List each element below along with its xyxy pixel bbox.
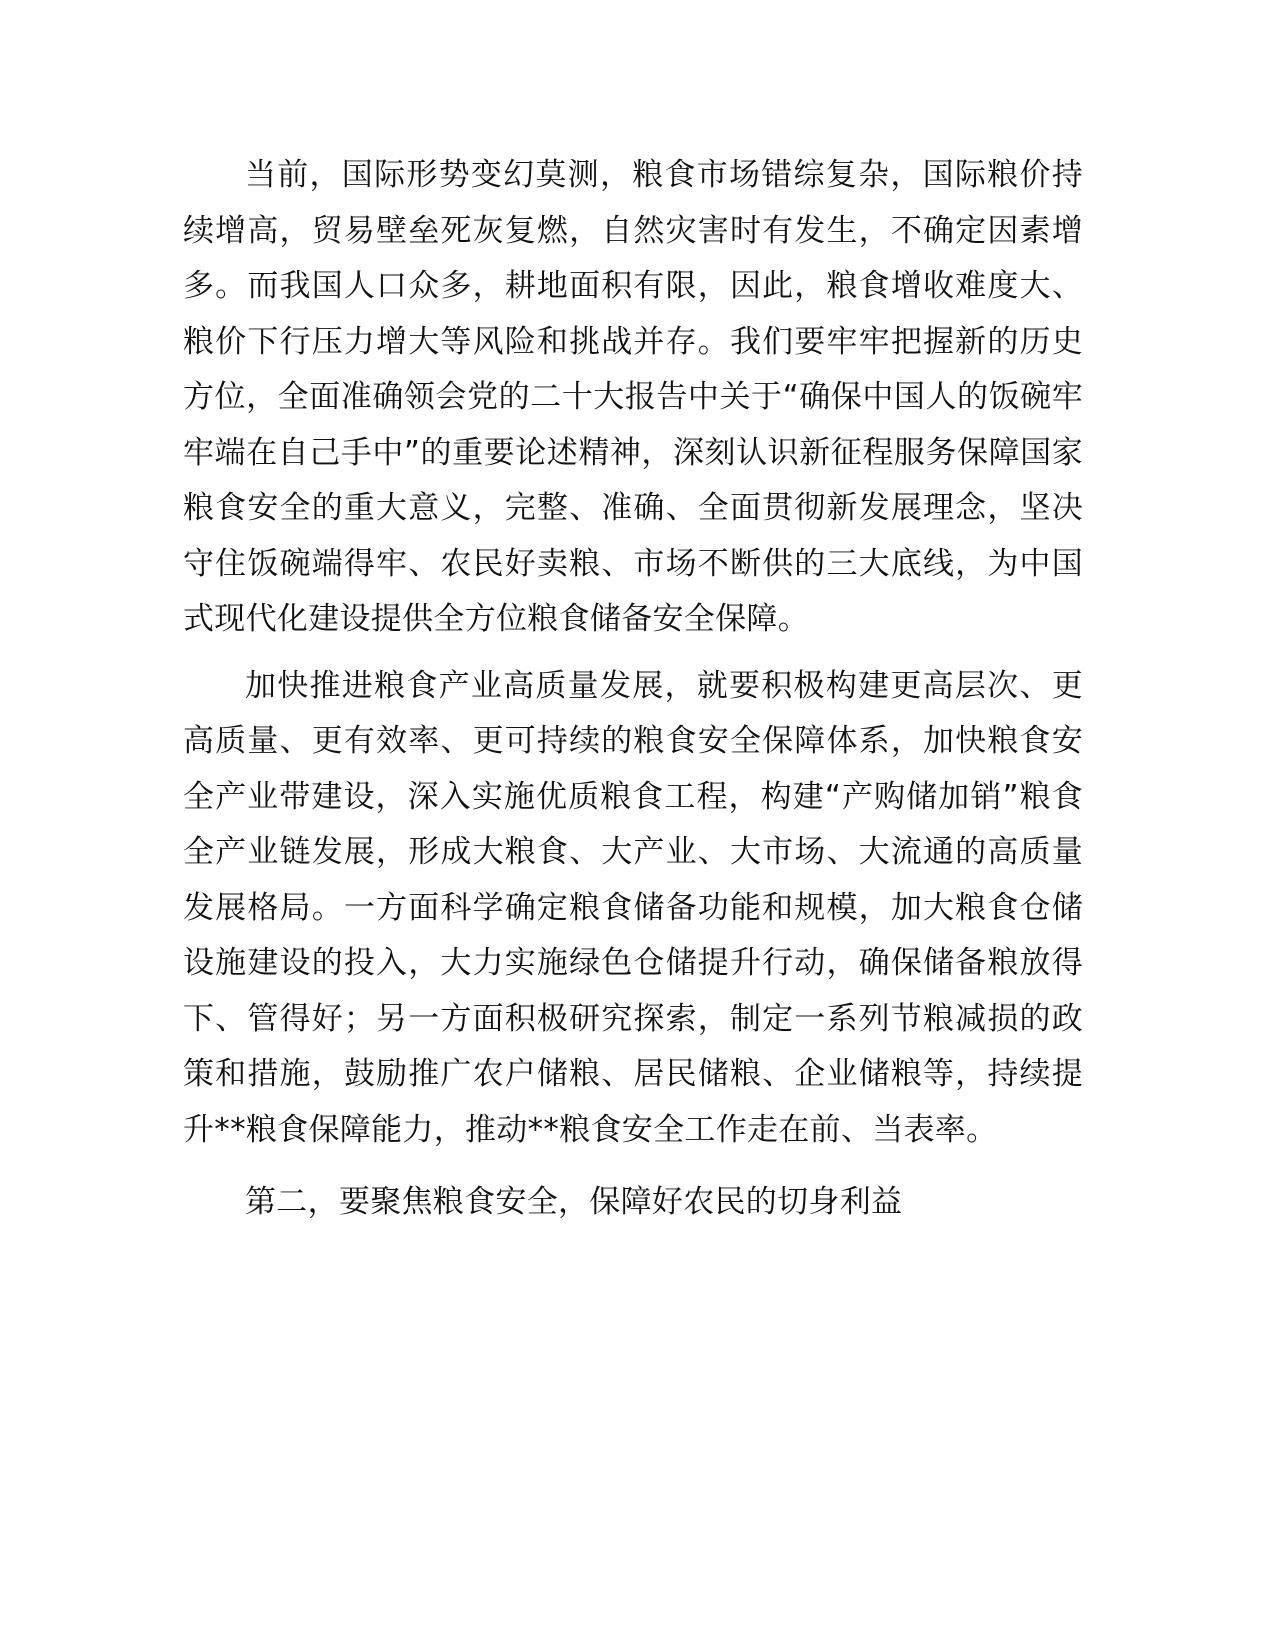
paragraph-grain-industry-development: 加快推进粮食产业高质量发展，就要积极构建更高层次、更高质量、更有效率、更可持续的粮食安全保障体系，加快粮食安全产业带建设，深入实施优质粮食工程，构建“产购储加销”粮食全产业链发展，形成大粮食、大产业、大市场、大流通的高质量发展格局。一方面科学确定粮食储备功能和规模，加大粮食仓储设施建设的投入，大力实施绿色仓储提升行动，确保储备粮放得下、管得好；另一方面积极研究探索，制定一系列节粮减损的政策和措施，鼓励推广农户储粮、居民储粮、企业储粮等，持续提升**粮食保障能力，推动**粮食安全工作走在前、当表率。 [183, 667, 1083, 1148]
document-body [183, 148, 1083, 1231]
paragraph-food-security-situation: 当前，国际形势变幻莫测，粮食市场错综复杂，国际粮价持续增高，贸易壁垒死灰复燃，自然灾害时有发生，不确定因素增多。而我国人口众多，耕地面积有限，因此，粮食增收难度大、粮价下行压力增大等风险和挑战并存。我们要牢牢把握新的历史方位，全面准确领会党的二十大报告中关于“确保中国人的饭碗牢牢端在自己手中”的重要论述精神，深刻认识新征程服务保障国家粮食安全的重大意义，完整、准确、全面贯彻新发展理念，坚决守住饭碗端得牢、农民好卖粮、市场不断供的三大底线，为中国式现代化建设提供全方位粮食储备安全保障。 [183, 157, 1083, 637]
paragraph-section-heading-second: 第二，要聚焦粮食安全，保障好农民的切身利益 [245, 1184, 903, 1220]
